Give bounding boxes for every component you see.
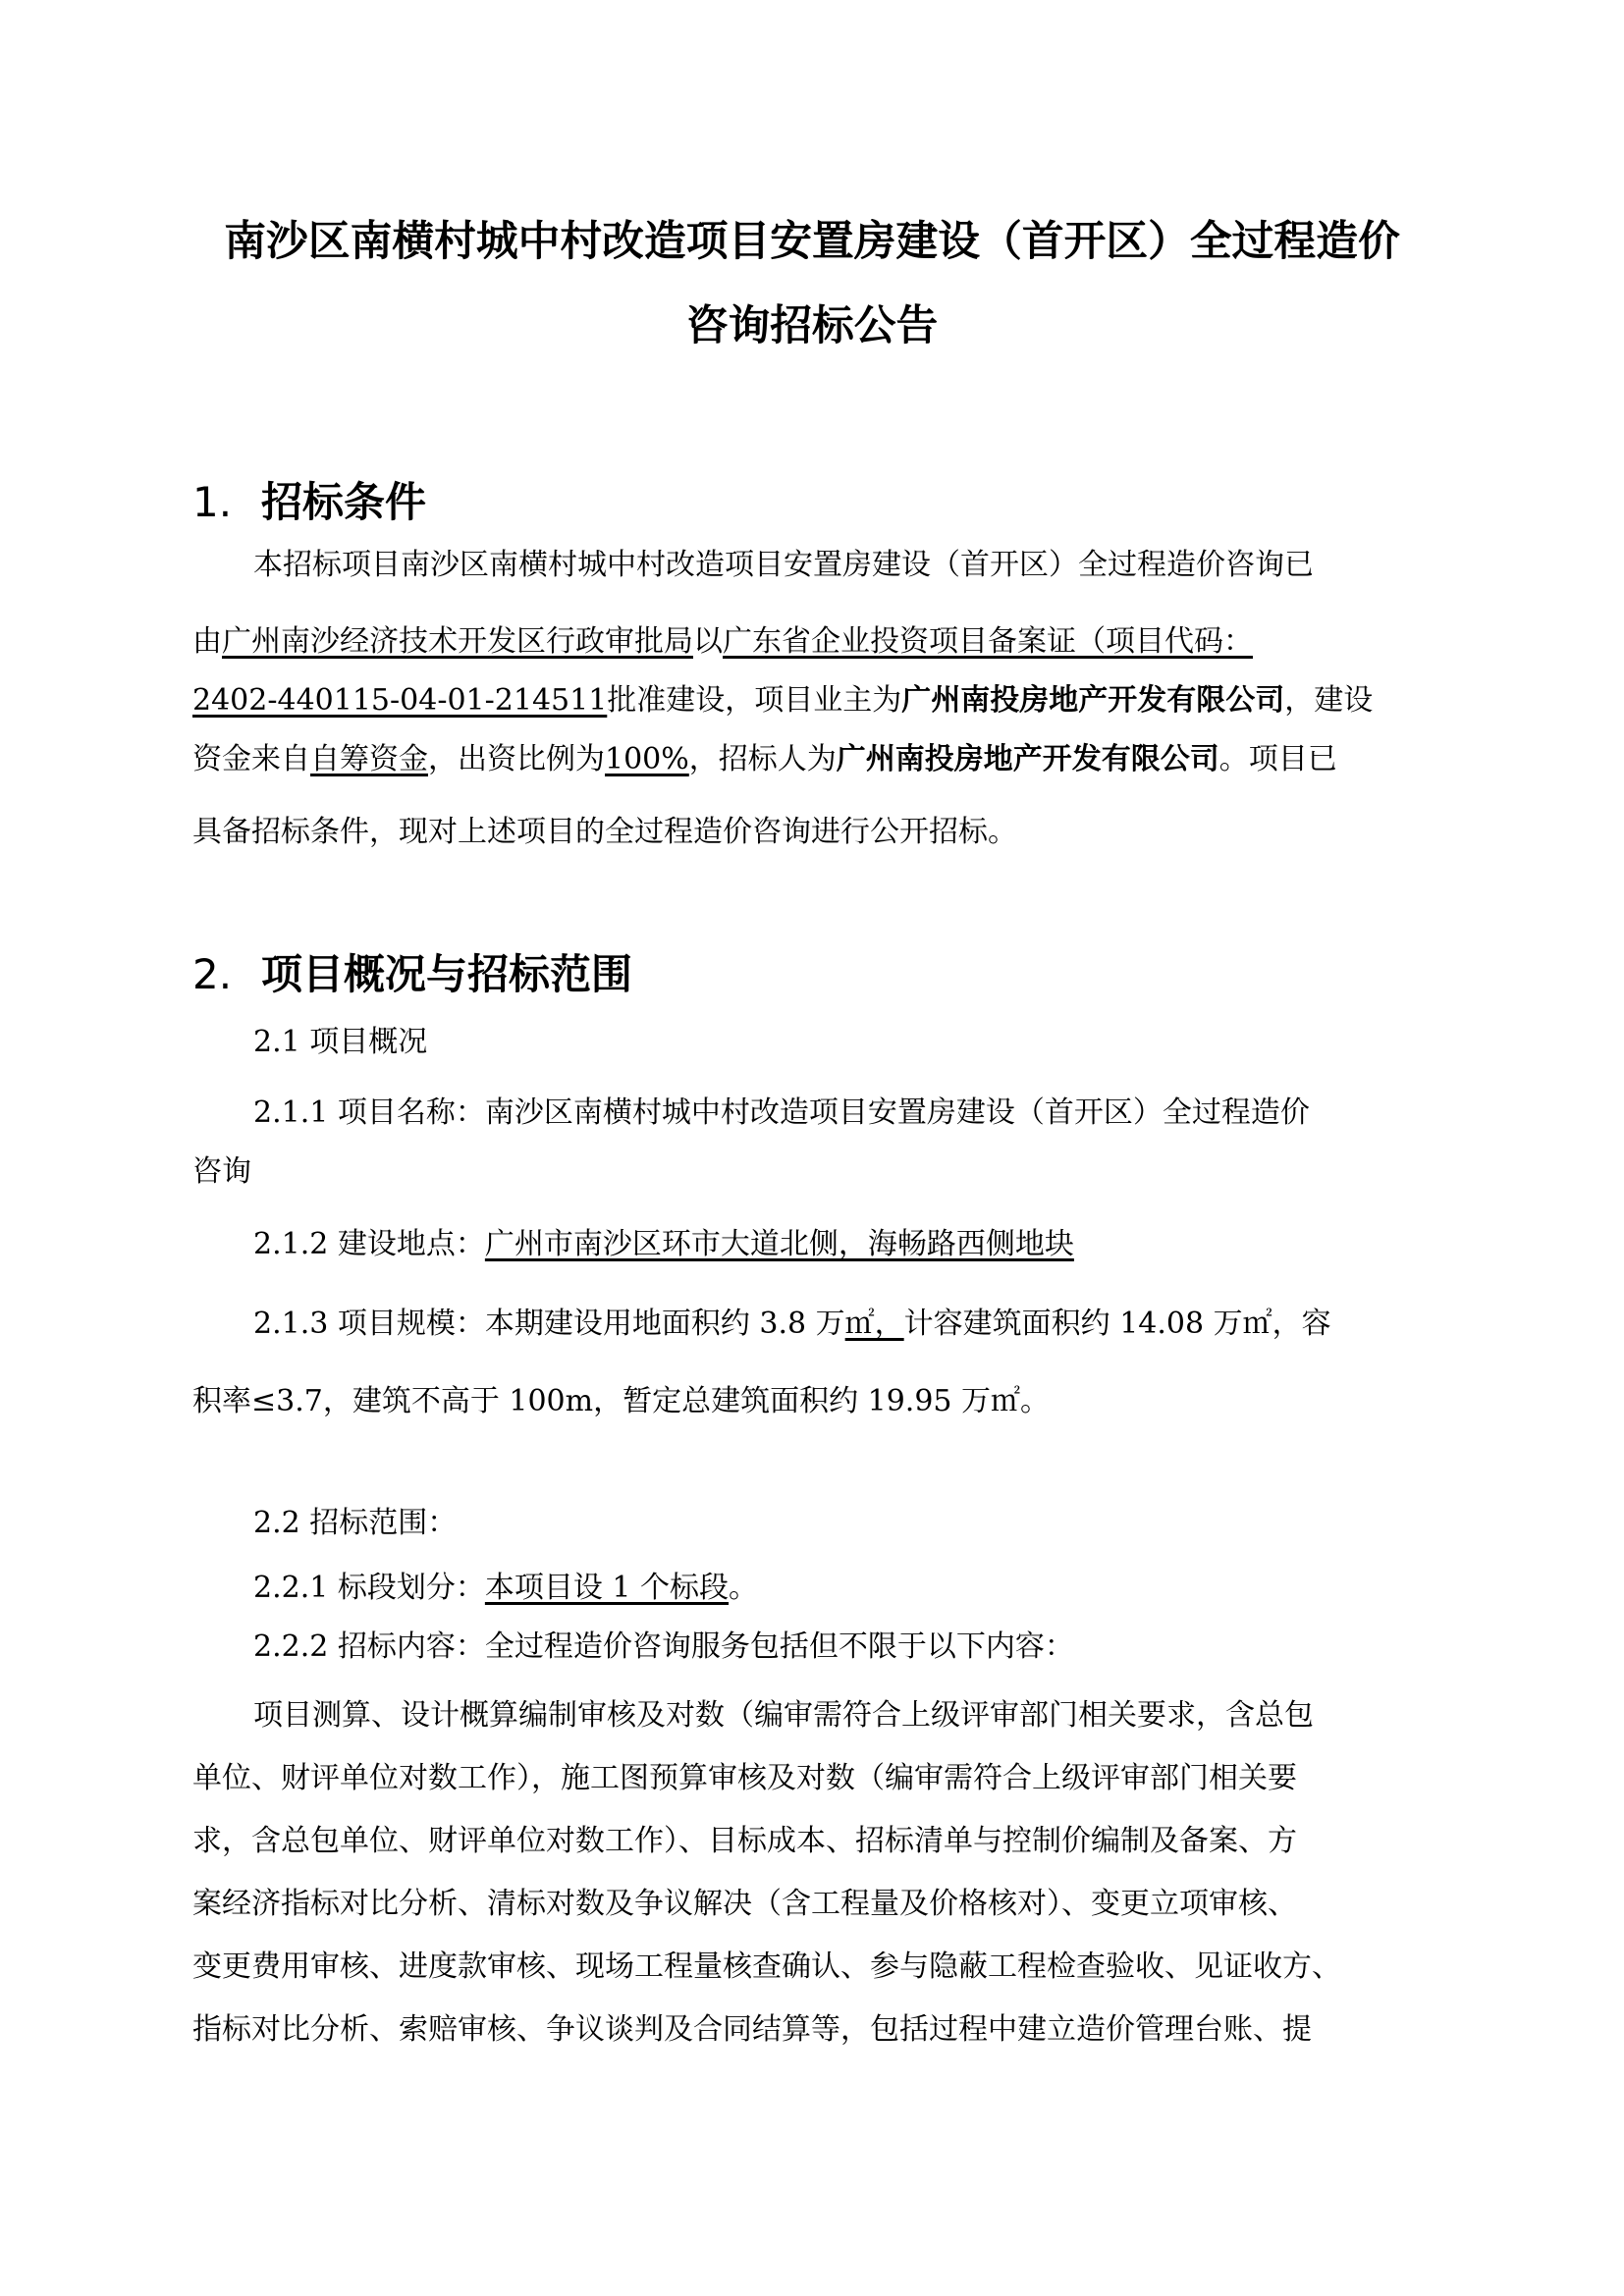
section-2-number: 2. <box>192 950 233 998</box>
construction-site: 广州市南沙区环市大道北侧，海畅路西侧地块 <box>484 1227 1074 1261</box>
section-division: 本项目设 1 个标段 <box>484 1571 730 1605</box>
content-line-2: 单位、财评单位对数工作），施工图预算审核及对数（编审需符合上级评审部门相关要 <box>192 1761 1297 1795</box>
funding-ratio: 100% <box>605 742 689 776</box>
content-line-3: 求，含总包单位、财评单位对数工作）、目标成本、招标清单与控制价编制及备案、方 <box>192 1824 1297 1858</box>
section-1-heading <box>192 475 426 530</box>
document-title-line-1: 南沙区南横村城中村改造项目安置房建设（首开区）全过程造价 <box>224 217 1400 266</box>
item-2-2-1: 2.2.1 标段划分：本项目设 1 个标段。 <box>253 1571 759 1605</box>
section-1-paragraph-line-3: 2402-440115-04-01-214511批准建设，项目业主为广州南投房地产开发有限公司，建设 <box>192 683 1374 718</box>
item-2-2-2: 2.2.2 招标内容：全过程造价咨询服务包括但不限于以下内容： <box>253 1629 1074 1664</box>
section-1-paragraph-line-1: 本招标项目南沙区南横村城中村改造项目安置房建设（首开区）全过程造价咨询已 <box>253 548 1314 582</box>
section-1-paragraph-line-2: 由广州南沙经济技术开发区行政审批局以广东省企业投资项目备案证（项目代码： <box>192 624 1253 659</box>
approval-authority: 广州南沙经济技术开发区行政审批局 <box>222 624 693 659</box>
section-2-heading <box>192 947 632 1002</box>
content-line-6: 指标对比分析、索赔审核、争议谈判及合同结算等，包括过程中建立造价管理台账、提 <box>192 2012 1312 2047</box>
subsection-2-2: 2.2 招标范围： <box>253 1506 458 1540</box>
funding-source: 自筹资金 <box>310 742 428 776</box>
item-2-1-3-line-2: 积率≤3.7，建筑不高于 100m，暂定总建筑面积约 19.95 万㎡。 <box>192 1384 1051 1418</box>
tenderer: 广州南投房地产开发有限公司 <box>836 742 1219 776</box>
item-2-1-1-line-1: 2.1.1 项目名称：南沙区南横村城中村改造项目安置房建设（首开区）全过程造价 <box>253 1095 1310 1130</box>
document-title-line-2: 咨询招标公告 <box>685 301 939 350</box>
section-1-paragraph-line-4: 资金来自自筹资金，出资比例为100%，招标人为广州南投房地产开发有限公司。项目已 <box>192 742 1337 776</box>
project-code: 2402-440115-04-01-214511 <box>192 683 608 718</box>
item-2-1-1-line-2: 咨询 <box>192 1154 251 1189</box>
subsection-2-1: 2.1 项目概况 <box>253 1025 428 1059</box>
item-2-1-2: 2.1.2 建设地点：广州市南沙区环市大道北侧，海畅路西侧地块 <box>253 1227 1074 1261</box>
section-1-paragraph-line-5: 具备招标条件，现对上述项目的全过程造价咨询进行公开招标。 <box>192 815 1017 849</box>
section-1-number: 1. <box>192 478 233 526</box>
project-owner: 广州南投房地产开发有限公司 <box>901 683 1285 718</box>
item-2-1-3-line-1: 2.1.3 项目规模：本期建设用地面积约 3.8 万㎡，计容建筑面积约 14.08 万㎡，容 <box>253 1307 1331 1341</box>
section-1-title: 招标条件 <box>261 478 427 526</box>
content-line-4: 案经济指标对比分析、清标对数及争议解决（含工程量及价格核对）、变更立项审核、 <box>192 1887 1297 1921</box>
filing-certificate: 广东省企业投资项目备案证（项目代码： <box>723 624 1253 659</box>
content-line-1: 项目测算、设计概算编制审核及对数（编审需符合上级评审部门相关要求，含总包 <box>253 1698 1314 1733</box>
section-2-title: 项目概况与招标范围 <box>261 950 633 998</box>
content-line-5: 变更费用审核、进度款审核、现场工程量核查确认、参与隐蔽工程检查验收、见证收方、 <box>192 1949 1341 1984</box>
